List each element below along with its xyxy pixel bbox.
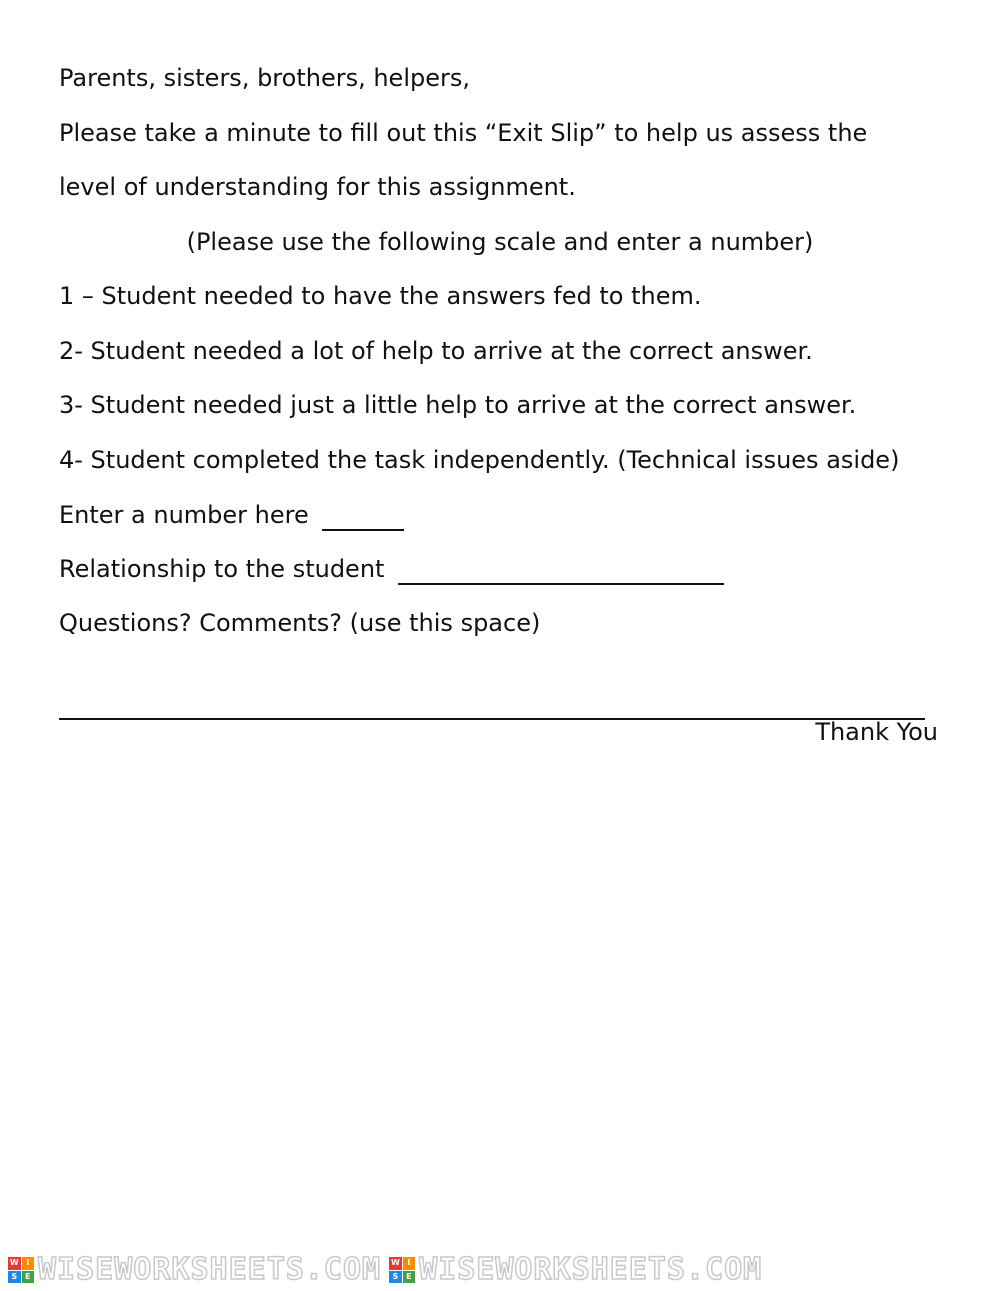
scale-item-3: 3- Student needed just a little help to arrive at the correct answer. — [59, 391, 857, 419]
logo-letter-e: E — [22, 1271, 35, 1284]
scale-item-4: 4- Student completed the task independently. (Technical issues aside) — [59, 446, 900, 474]
number-input[interactable] — [322, 505, 404, 531]
scale-instruction: (Please use the following scale and enter a number) — [186, 228, 814, 256]
watermark-logo-icon — [8, 1257, 34, 1283]
comments-input[interactable] — [59, 690, 925, 720]
scale-item-2: 2- Student needed a lot of help to arrive at the correct answer. — [59, 337, 813, 365]
logo-letter-s: S — [8, 1271, 21, 1284]
logo-letter-w: W — [389, 1257, 402, 1270]
logo-letter-w: W — [8, 1257, 21, 1270]
watermark-brand-1 — [8, 1252, 381, 1288]
watermark-logo-icon — [389, 1257, 415, 1283]
comments-label: Questions? Comments? (use this space) — [59, 609, 541, 637]
watermark-footer — [0, 1252, 1000, 1288]
logo-letter-s: S — [389, 1271, 402, 1284]
relationship-row — [59, 554, 724, 585]
intro-line-2: level of understanding for this assignment. — [59, 173, 576, 201]
number-entry-row — [59, 500, 404, 531]
intro-line-1: Please take a minute to fill out this “Exit Slip” to help us assess the — [59, 119, 868, 147]
watermark-brand-2 — [389, 1252, 762, 1288]
relationship-input[interactable] — [398, 559, 724, 585]
logo-letter-e: E — [403, 1271, 416, 1284]
relationship-label: Relationship to the student — [59, 555, 385, 583]
number-label: Enter a number here — [59, 501, 309, 529]
closing-text: Thank You — [815, 718, 938, 746]
logo-letter-i: I — [22, 1257, 35, 1270]
watermark-text: WISEWORKSHEETS.COM — [419, 1252, 763, 1287]
scale-item-1: 1 – Student needed to have the answers fed to them. — [59, 282, 702, 310]
watermark-text: WISEWORKSHEETS.COM — [38, 1252, 382, 1287]
greeting-text: Parents, sisters, brothers, helpers, — [59, 64, 470, 92]
logo-letter-i: I — [403, 1257, 416, 1270]
